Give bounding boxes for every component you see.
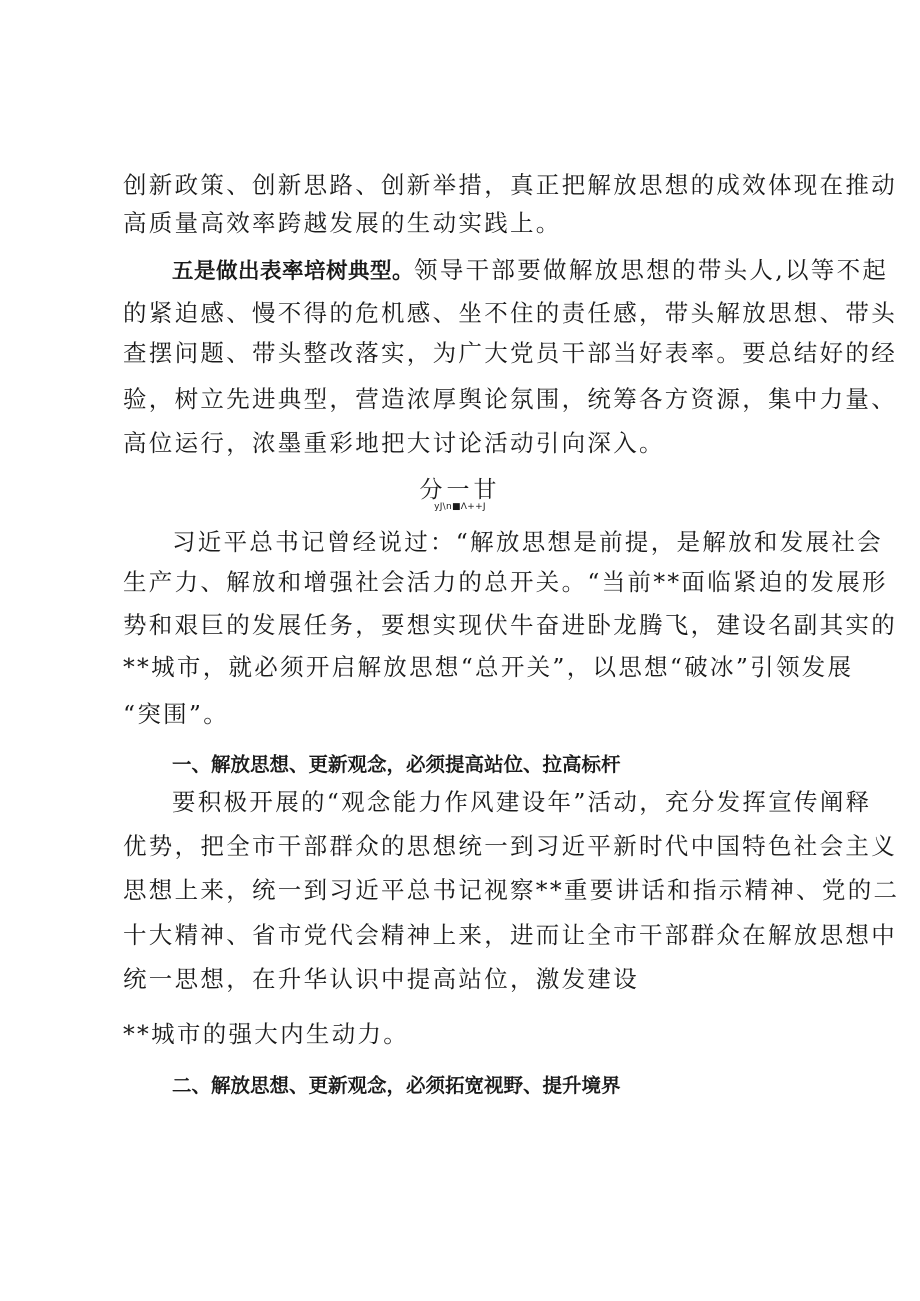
paragraph-3-line-2: 生产力、解放和增强社会活力的总开关。“当前**面临紧迫的发展形 [123, 568, 888, 596]
paragraph-1-line-2: 高质量高效率跨越发展的生动实践上。 [123, 209, 562, 237]
paragraph-2-line-2: 的紧迫感、慢不得的危机感、坐不住的责任感，带头解放思想、带头 [123, 299, 897, 327]
paragraph-3-line-4: **城市，就必须开启解放思想“总开关”，以思想“破冰”引领发展 [123, 653, 854, 681]
paragraph-1-line-1: 创新政策、创新思路、创新举措，真正把解放思想的成效体现在推动 [123, 171, 897, 199]
paragraph-5-line-1: **城市的强大内生动力。 [123, 1020, 410, 1048]
paragraph-4-line-4: 十大精神、省市党代会精神上来，进而让全市干部群众在解放思想中 [123, 921, 897, 949]
heading-1: 一、解放思想、更新观念，必须提高站位、拉高标杆 [172, 753, 621, 776]
paragraph-4-line-3: 思想上来，统一到习近平总书记视察**重要讲话和指示精神、党的二 [123, 876, 900, 904]
paragraph-3-line-3: 势和艰巨的发展任务，要想实现伏牛奋进卧龙腾飞，建设名副其实的 [123, 611, 897, 639]
section-subtitle: yJ\n■Λ++J [434, 502, 486, 512]
paragraph-2-line-3: 查摆问题、带头整改落实，为广大党员干部当好表率。要总结好的经 [123, 339, 897, 367]
paragraph-2-line-5: 高位运行，浓墨重彩地把大讨论活动引向深入。 [123, 429, 665, 457]
paragraph-2-line-1 [172, 256, 889, 284]
paragraph-2-line-4: 验，树立先进典型，营造浓厚舆论氛围，统筹各方资源，集中力量、 [123, 385, 897, 413]
heading-2: 二、解放思想、更新观念，必须拓宽视野、提升境界 [172, 1074, 621, 1097]
paragraph-4-line-1: 要积极开展的“观念能力作风建设年”活动，充分发挥宣传阐释 [172, 788, 872, 816]
paragraph-4-line-5: 统一思想，在升华认识中提高站位，激发建设 [123, 965, 639, 993]
paragraph-2-line-1-rest: 领导干部要做解放思想的带头人,以等不起 [414, 256, 889, 284]
paragraph-3-line-1: 习近平总书记曾经说过：“解放思想是前提，是解放和发展社会 [172, 528, 883, 556]
section-title: 分一甘 [419, 477, 501, 503]
paragraph-4-line-2: 优势，把全市干部群众的思想统一到习近平新时代中国特色社会主义 [123, 832, 897, 860]
paragraph-2-lead: 五是做出表率培树典型。 [172, 259, 415, 284]
paragraph-3-line-5: “突围”。 [123, 700, 230, 728]
